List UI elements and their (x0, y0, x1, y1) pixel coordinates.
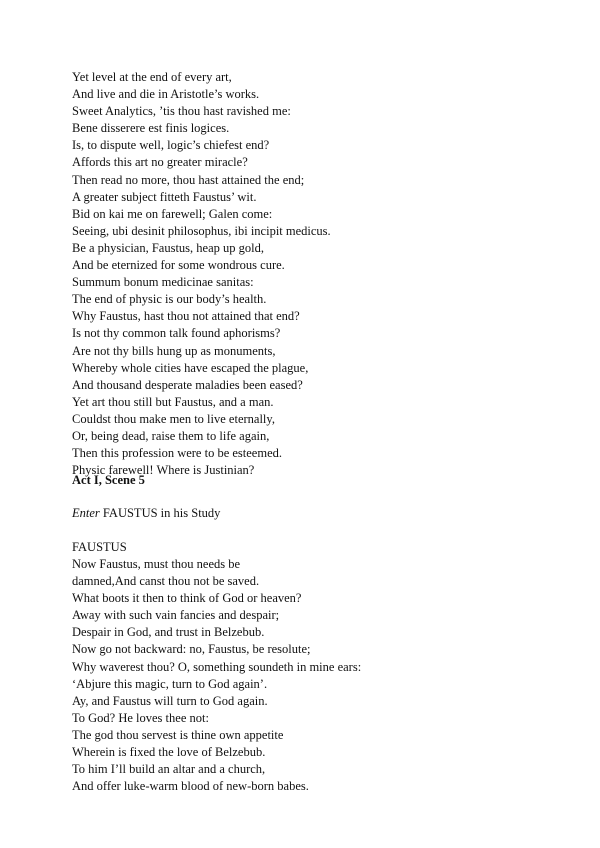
verse-line: Are not thy bills hung up as monuments, (72, 343, 276, 358)
verse-line: Why waverest thou? O, something soundeth in mine ears: (72, 659, 362, 674)
verse-line: Now go not backward: no, Faustus, be resolute; (72, 642, 311, 657)
verse-line: Bid on kai me on farewell; Galen come: (72, 206, 273, 221)
verse-line: Yet level at the end of every art, (72, 70, 232, 84)
verse-line: Whereby whole cities have escaped the plague, (72, 360, 309, 375)
verse-line: And live and die in Aristotle’s works. (72, 87, 260, 102)
verse-line: Summum bonum medicinae sanitas: (72, 275, 254, 290)
stage-direction-text: FAUSTUS in his Study (99, 506, 221, 520)
verse-line: And be eternized for some wondrous cure. (72, 258, 285, 273)
speaker-name: FAUSTUS (72, 540, 127, 554)
verse-line: Then read no more, thou hast attained the end; (72, 172, 305, 187)
document-page (72, 0, 552, 848)
verse-line: Then this profession were to be esteemed. (72, 446, 283, 461)
verse-line: damned,And canst thou not be saved. (72, 574, 260, 589)
verse-line: Now Faustus, must thou needs be (72, 557, 241, 571)
verse-block-2 (72, 556, 552, 795)
verse-line: Affords this art no greater miracle? (72, 155, 248, 170)
verse-line: Wherein is fixed the love of Belzebub. (72, 745, 266, 760)
stage-direction-enter: Enter (72, 506, 100, 520)
verse-line: Sweet Analytics, ’tis thou hast ravished me: (72, 104, 291, 119)
verse-line: Be a physician, Faustus, heap up gold, (72, 240, 264, 255)
verse-line: Couldst thou make men to live eternally, (72, 411, 275, 426)
verse-line: What boots it then to think of God or heaven? (72, 591, 302, 606)
stage-direction (72, 505, 552, 522)
verse-line: Or, being dead, raise them to life again, (72, 428, 270, 443)
verse-line: To him I’ll build an altar and a church, (72, 762, 266, 777)
verse-line: Seeing, ubi desinit philosophus, ibi incipit medicus. (72, 223, 331, 238)
verse-line: Despair in God, and trust in Belzebub. (72, 625, 265, 640)
verse-line: Is not thy common talk found aphorisms? (72, 326, 281, 341)
verse-line: Away with such vain fancies and despair; (72, 608, 280, 623)
verse-line: Is, to dispute well, logic’s chiefest end? (72, 138, 270, 153)
verse-line: And offer luke-warm blood of new-born babes. (72, 779, 309, 794)
verse-line: Bene disserere est finis logices. (72, 121, 230, 136)
scene-heading: Act I, Scene 5 (72, 473, 145, 487)
verse-block-1 (72, 69, 552, 479)
verse-line: To God? He loves thee not: (72, 710, 209, 725)
verse-line: ‘Abjure this magic, turn to God again’. (72, 676, 268, 691)
verse-line: The end of physic is our body’s health. (72, 292, 267, 307)
verse-line: Ay, and Faustus will turn to God again. (72, 693, 268, 708)
verse-line: Why Faustus, hast thou not attained that end? (72, 309, 300, 324)
verse-line: A greater subject fitteth Faustus’ wit. (72, 189, 257, 204)
verse-line: And thousand desperate maladies been eased? (72, 377, 303, 392)
verse-line: The god thou servest is thine own appetite (72, 727, 284, 742)
verse-line: Yet art thou still but Faustus, and a man. (72, 394, 274, 409)
verse-line: Physic farewell! Where is Justinian? (72, 463, 255, 478)
